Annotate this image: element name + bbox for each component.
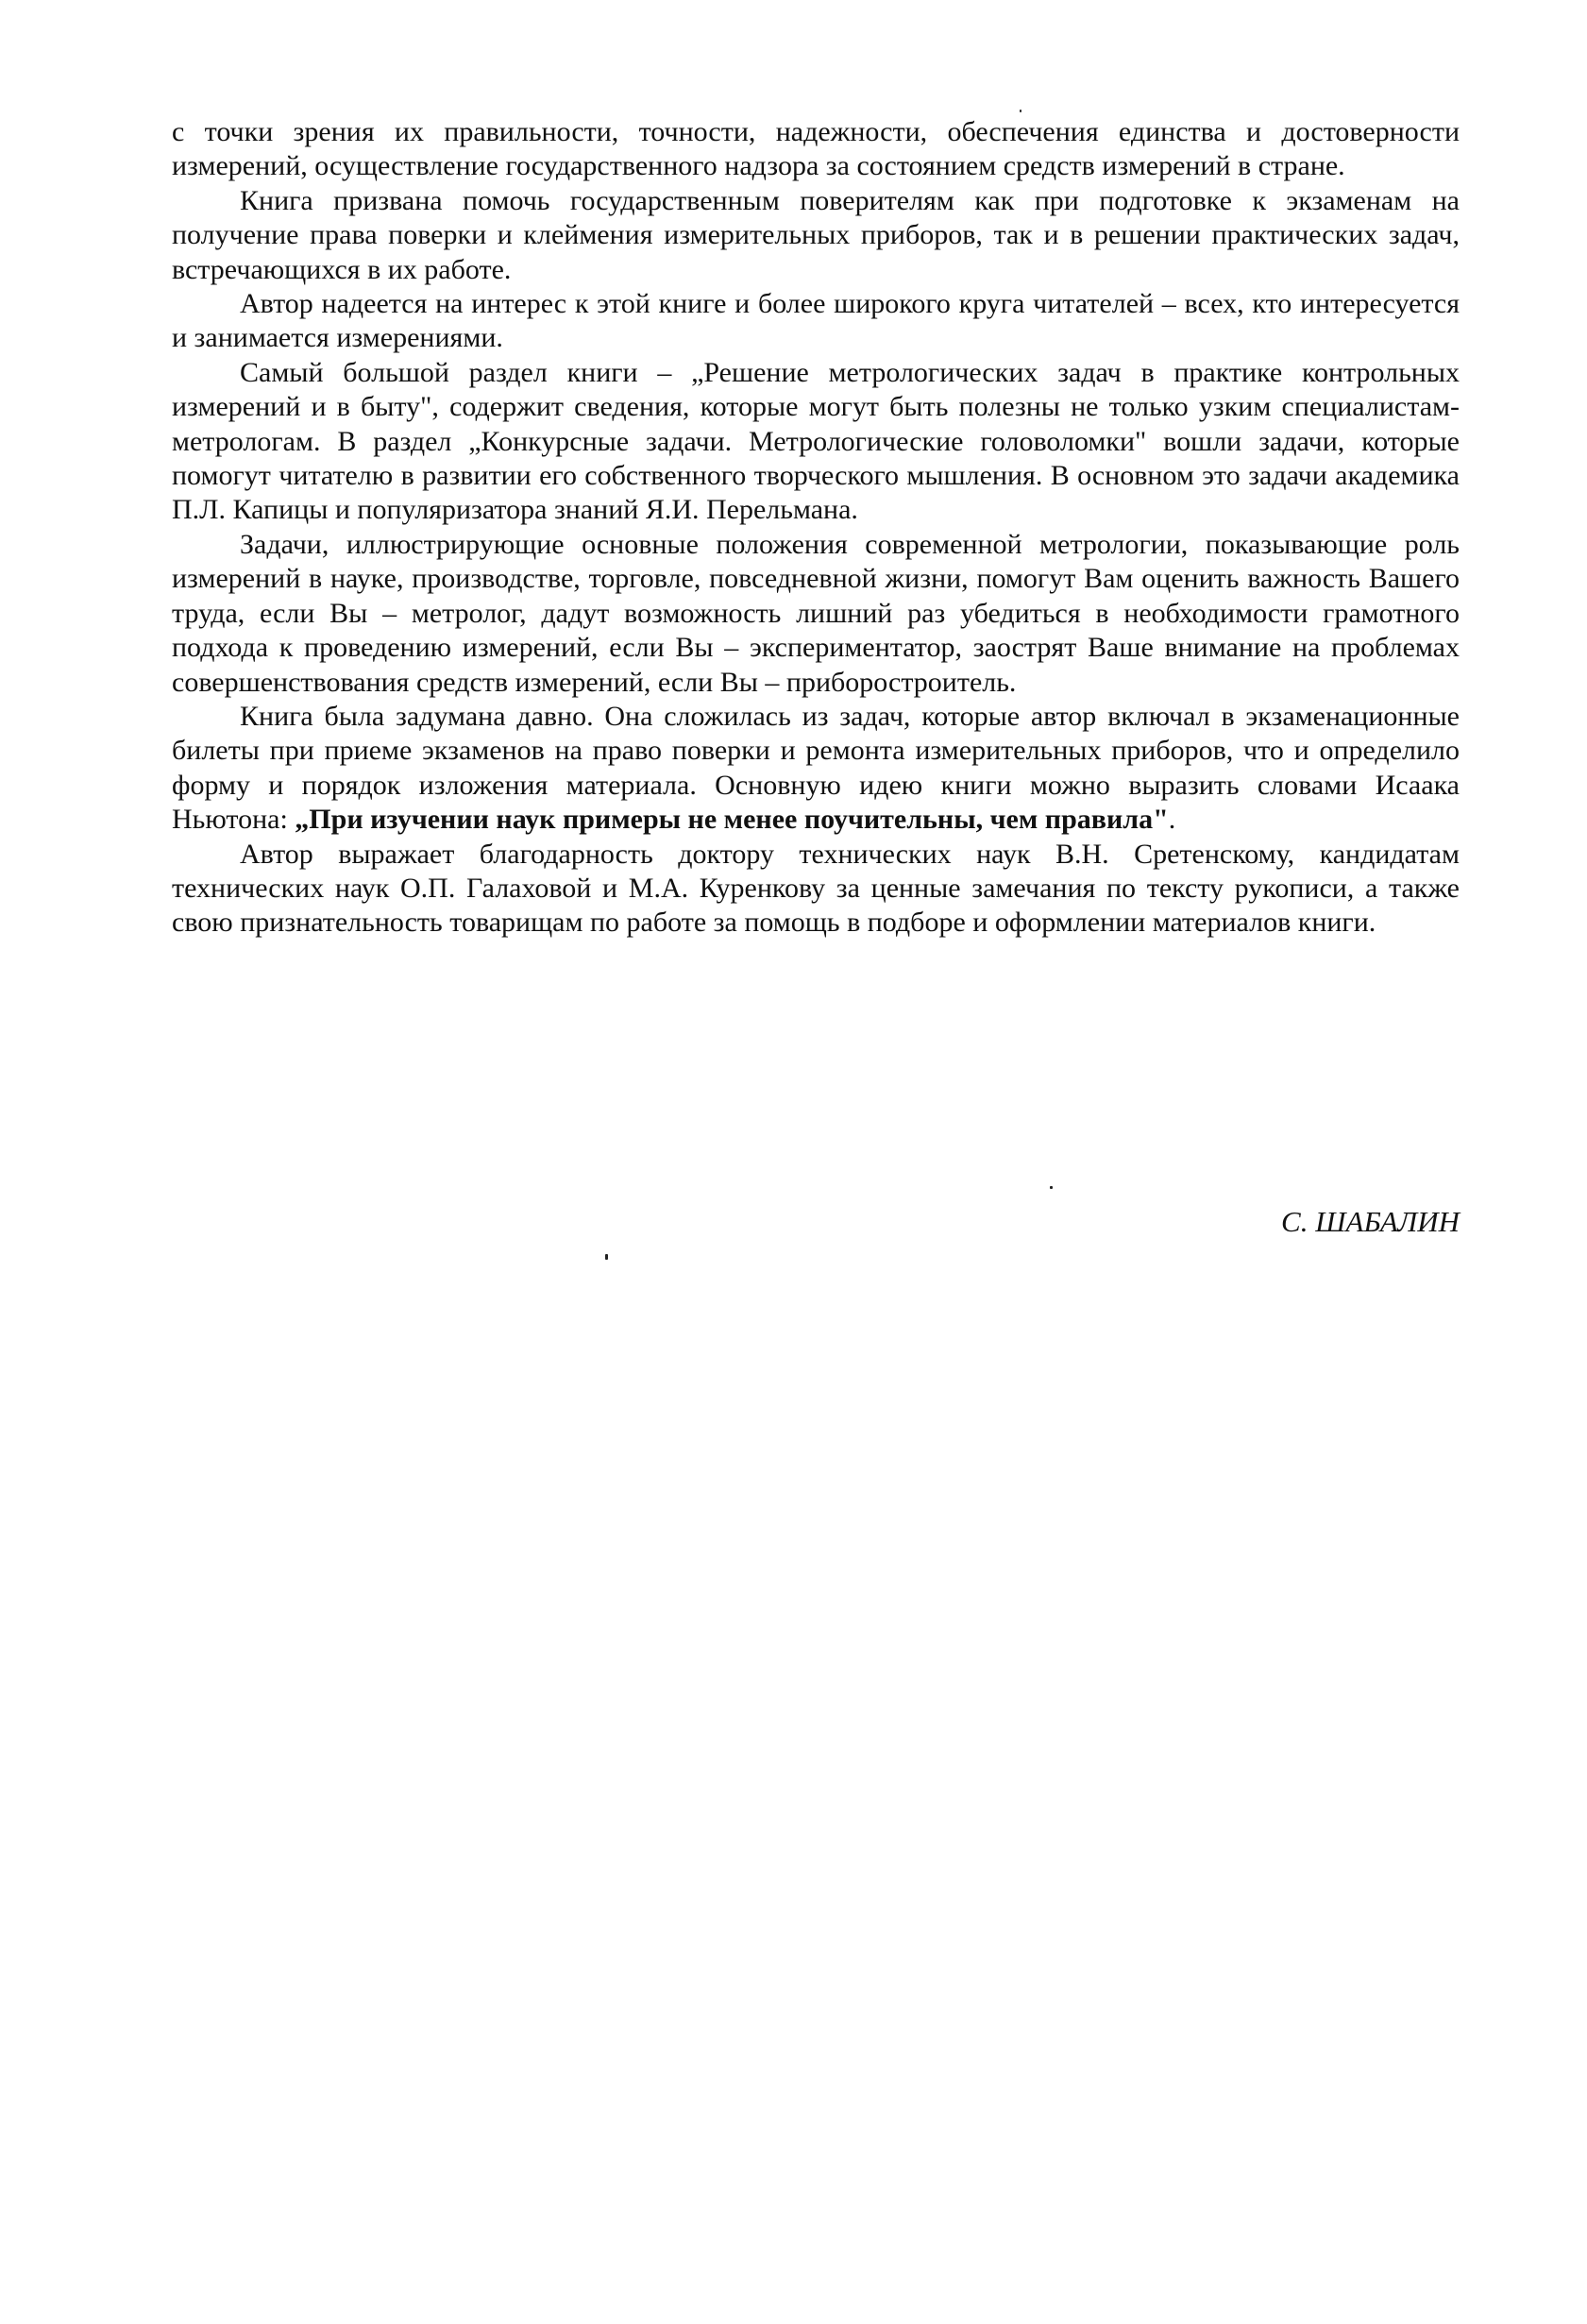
scan-speck: [605, 1254, 608, 1260]
author-signature: С. ШАБАЛИН: [1281, 1205, 1460, 1238]
paragraph-4: Самый большой раздел книги – „Решение метрологических задач в практике контрольных измерений и в быту", содержит сведения, которые могут быть полезны не только узким специалистам-метрологам. В раздел „Конкурсные задачи. Метрологические головоломки" вошли задачи, которые помогут читателю в развитии его собственного творческого мышления. В основном это задачи академика П.Л. Капицы и популяризатора знаний Я.И. Перельмана.: [172, 356, 1460, 526]
paragraph-5: Задачи, иллюстрирующие основные положения современной метрологии, показывающие роль измерений в науке, производстве, торговле, повседневной жизни, помогут Вам оценить важность Вашего труда, если Вы – метролог, дадут возможность лишний раз убедиться в необходимости грамотного подхода к проведению измерений, если Вы – экспериментатор, заострят Ваше внимание на проблемах совершенствования средств измерений, если Вы – приборостроитель.: [172, 528, 1460, 698]
scan-speck: [1020, 110, 1021, 112]
preface-body: [172, 115, 1460, 941]
newton-quote: „При изучении наук примеры не менее поучительны, чем правила": [295, 804, 1169, 836]
paragraph-2: Книга призвана помочь государственным поверителям как при подготовке к экзаменам на получение права поверки и клеймения измерительных приборов, так и в решении практических задач, встречающихся в их работе.: [172, 184, 1460, 285]
paragraph-6-text: Книга была задумана давно. Она сложилась из задач, которые автор включал в экзаменационные билеты при приеме экзаменов на право поверки и ремонта измерительных приборов, что и определило форму и порядок изложения материала. Основную идею книги можно выразить словами Исаака Ньютона:: [172, 700, 1460, 836]
paragraph-6-end: .: [1168, 804, 1176, 836]
paragraph-1: с точки зрения их правильности, точности, надежности, обеспечения единства и достоверности измерений, осуществление государственного надзора за состоянием средств измерений в стране.: [172, 116, 1460, 182]
paragraph-7: Автор выражает благодарность доктору технических наук В.Н. Сретенскому, кандидатам технических наук О.П. Галаховой и М.А. Куренкову за ценные замечания по тексту рукописи, а также свою признательность товарищам по работе за помощь в подборе и оформлении материалов книги.: [172, 838, 1460, 939]
paragraph-3: Автор надеется на интерес к этой книге и более широкого круга читателей – всех, кто интересуется и занимается измерениями.: [172, 288, 1460, 354]
scan-speck: [1050, 1186, 1053, 1189]
paragraph-6: [172, 700, 1460, 838]
